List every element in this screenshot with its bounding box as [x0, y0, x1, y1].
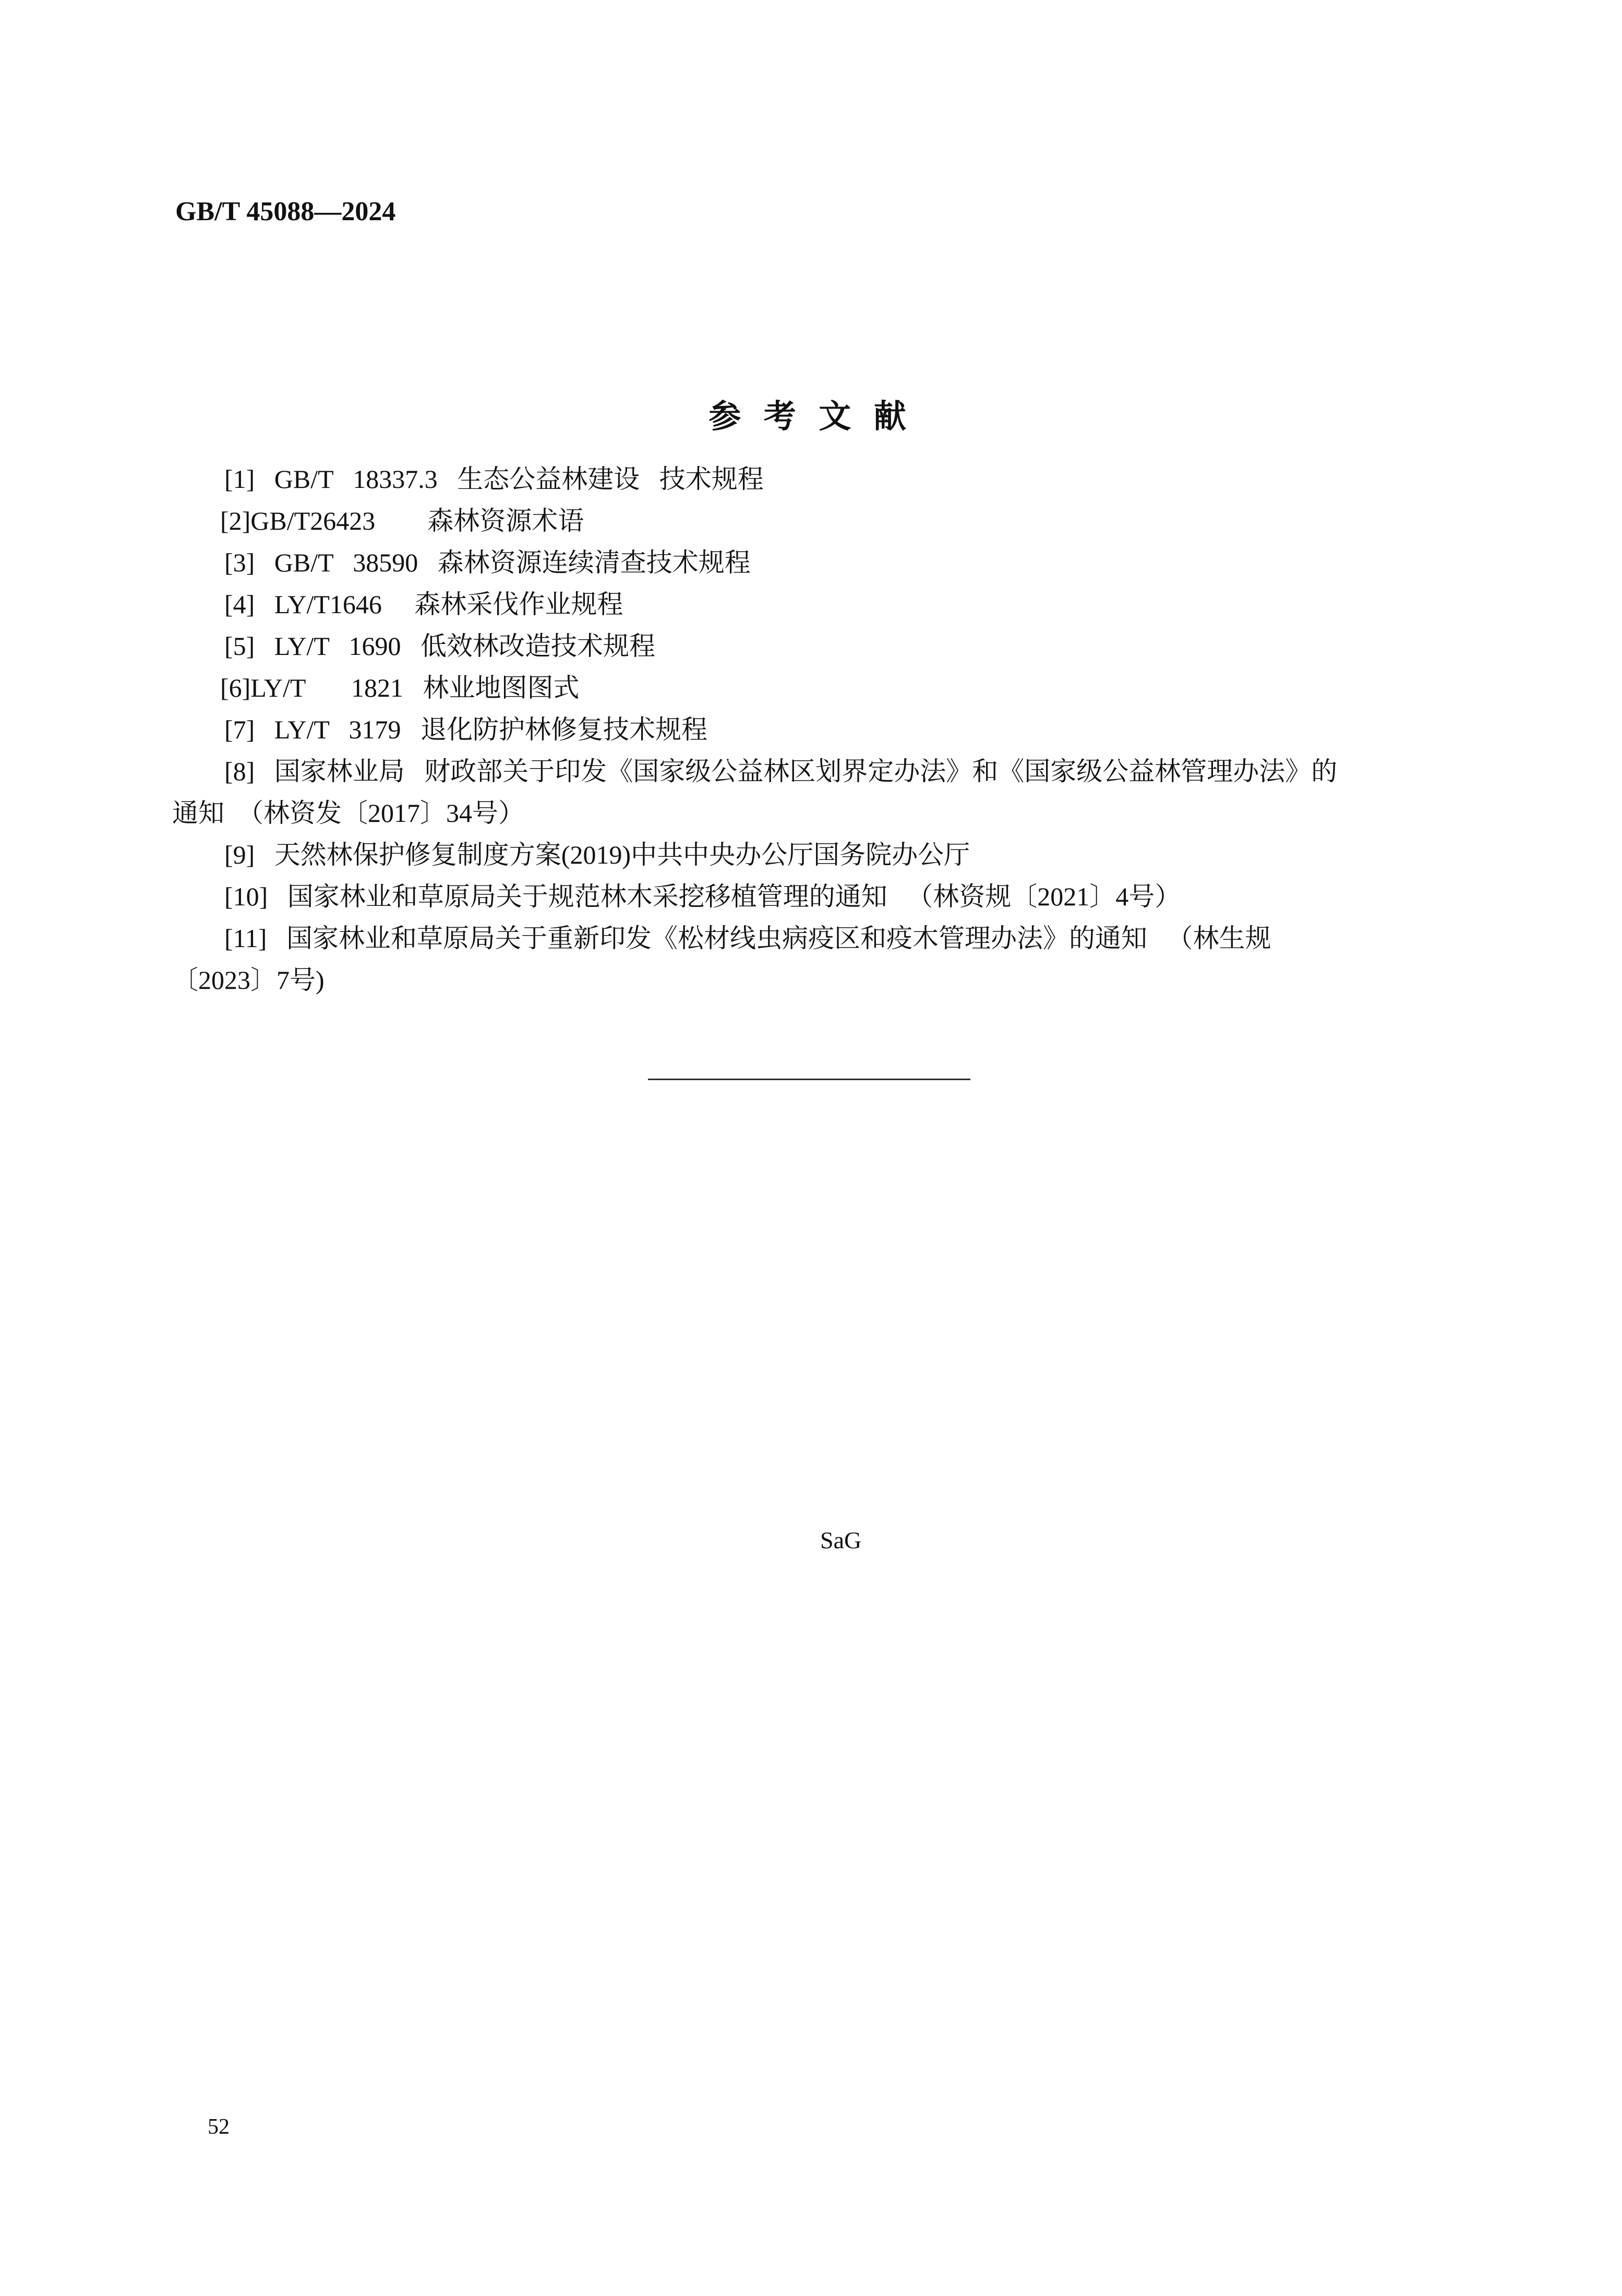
reference-line: [3] GB/T 38590 森林资源连续清查技术规程 [224, 548, 751, 577]
reference-line: [8] 国家林业局 财政部关于印发《国家级公益林区划界定办法》和《国家级公益林管理办法》的 [224, 757, 1338, 786]
reference-line: [4] LY/T1646 森林采伐作业规程 [224, 590, 623, 619]
page-number: 52 [208, 2115, 230, 2139]
reference-line-continuation: 通知 （林资发〔2017〕34号） [172, 798, 524, 828]
reference-line-continuation: 〔2023〕7号) [172, 965, 325, 995]
reference-line: [6]LY/T 1821 林业地图图式 [220, 673, 580, 702]
reference-line: [9] 天然林保护修复制度方案(2019)中共中央办公厅国务院办公厅 [224, 840, 970, 869]
reference-line: [2]GB/T26423 森林资源术语 [220, 506, 584, 535]
reference-line: [11] 国家林业和草原局关于重新印发《松材线虫病疫区和疫木管理办法》的通知 （林生规 [224, 924, 1271, 953]
standard-number-header: GB/T 45088—2024 [175, 197, 396, 226]
reference-line: [1] GB/T 18337.3 生态公益林建设 技术规程 [224, 464, 764, 494]
reference-line: [7] LY/T 3179 退化防护林修复技术规程 [224, 715, 707, 744]
section-divider [648, 1079, 970, 1080]
references-list [172, 458, 1476, 1001]
footer-note: SaG [820, 1527, 862, 1553]
reference-line: [5] LY/T 1690 低效林改造技术规程 [224, 631, 655, 661]
page-title: 参 考 文 献 [708, 399, 914, 435]
reference-line: [10] 国家林业和草原局关于规范林木采挖移植管理的通知 （林资规〔2021〕4号） [224, 882, 1181, 911]
